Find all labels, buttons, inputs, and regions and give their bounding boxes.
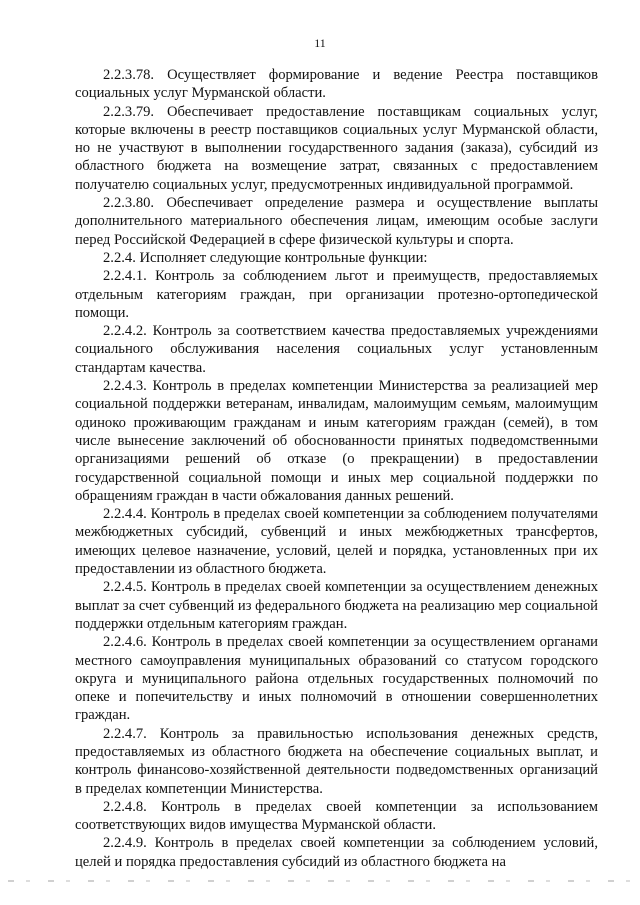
paragraph-2-2-3-79: 2.2.3.79. Обеспечивает предоставление поставщикам социальных услуг, которые включены в реестр поставщиков социальных услуг Мурманской области, но не участвуют в выполнении государственного задания (заказа), субсидий из областного бюджета на возмещение затрат, связанных с предоставлением получателю социальных услуг, предусмотренных индивидуальной программой. bbox=[75, 103, 598, 193]
paragraph-2-2-4: 2.2.4. Исполняет следующие контрольные функции: bbox=[103, 249, 428, 266]
scan-artifact-line bbox=[8, 880, 632, 882]
paragraph-2-2-4-7: 2.2.4.7. Контроль за правильностью использования денежных средств, предоставляемых из областного бюджета на обеспечение социальных выплат, и контроль финансово-хозяйственной деятельности подведомственных организаций в пределах компетенции Министерства. bbox=[75, 725, 598, 797]
document-body bbox=[75, 66, 598, 871]
paragraph-2-2-4-8: 2.2.4.8. Контроль в пределах своей компетенции за использованием соответствующих видов имущества Мурманской области. bbox=[75, 798, 598, 834]
paragraph-2-2-3-78: 2.2.3.78. Осуществляет формирование и ведение Реестра поставщиков социальных услуг Мурманской области. bbox=[75, 67, 598, 102]
page-number: 11 bbox=[314, 36, 326, 50]
paragraph-2-2-4-5: 2.2.4.5. Контроль в пределах своей компетенции за осуществлением денежных выплат за счет субвенций из федерального бюджета на реализацию мер социальной поддержки отдельным категориям граждан. bbox=[75, 579, 598, 632]
paragraph-2-2-4-6: 2.2.4.6. Контроль в пределах своей компетенции за осуществлением органами местного самоуправления муниципальных образований со статусом городского округа и муниципального района отдельных государственных полномочий по опеке и попечительству и иных полномочий в отношении совершеннолетних граждан. bbox=[75, 634, 598, 724]
paragraph-2-2-3-80: 2.2.3.80. Обеспечивает определение размера и осуществление выплаты дополнительного материального обеспечения лицам, имеющим особые заслуги перед Российской Федерацией в сфере физической культуры и спорта. bbox=[75, 195, 598, 248]
paragraph-2-2-4-4: 2.2.4.4. Контроль в пределах своей компетенции за соблюдением получателями межбюджетных субсидий, субвенций и иных межбюджетных трансфертов, имеющих целевое назначение, условий, целей и порядка, установленных при их предоставлении из областного бюджета. bbox=[75, 506, 598, 578]
paragraph-2-2-4-3: 2.2.4.3. Контроль в пределах компетенции Министерства за реализацией мер социальной поддержки ветеранам, инвалидам, малоимущим семьям, малоимущим одиноко проживающим гражданам и иным категориям граждан (семей), в том числе вынесение заключений об обоснованности принятых подведомственными организациями решений об отказе (о прекращении) в предоставлении государственной социальной помощи и иных мер социальной поддержки по обращениям граждан в части обжалования данных решений. bbox=[75, 378, 598, 504]
paragraph-2-2-4-2: 2.2.4.2. Контроль за соответствием качества предоставляемых учреждениями социального обслуживания населения социальных услуг установленным стандартам качества. bbox=[75, 323, 598, 376]
paragraph-2-2-4-1: 2.2.4.1. Контроль за соблюдением льгот и преимуществ, предоставляемых отдельным категориям граждан, при организации протезно-ортопедической помощи. bbox=[75, 268, 598, 321]
paragraph-2-2-4-9: 2.2.4.9. Контроль в пределах своей компетенции за соблюдением условий, целей и порядка предоставления субсидий из областного бюджета на bbox=[75, 835, 598, 870]
